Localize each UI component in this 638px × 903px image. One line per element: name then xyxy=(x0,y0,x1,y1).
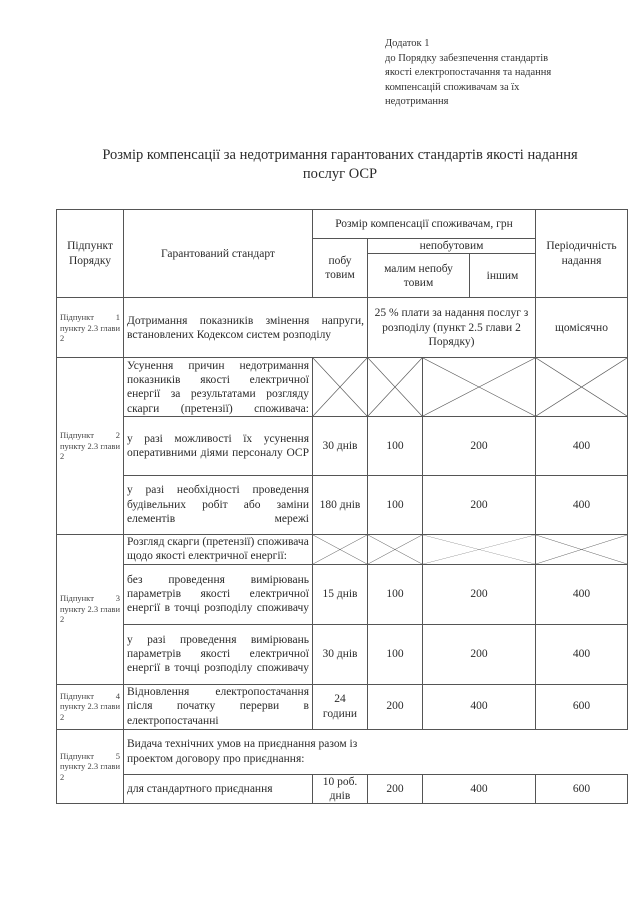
header-period: Періодичність надання xyxy=(536,210,628,298)
table-row xyxy=(57,564,628,624)
compensation-table xyxy=(56,209,628,804)
header-item: Підпункт Порядку xyxy=(57,210,124,298)
row-item: Підпункт 3 пункту 2.3 глави 2 xyxy=(57,534,124,684)
table-row xyxy=(57,358,628,417)
table-row xyxy=(57,534,628,564)
row-term: 15 днів xyxy=(313,564,368,624)
appendix-line: компенсацій споживачам за їх xyxy=(385,81,520,93)
table-row xyxy=(57,624,628,684)
title-line-2: послуг ОСР xyxy=(302,166,378,182)
header-other: іншим xyxy=(470,254,536,298)
row-household-value: 200 xyxy=(368,774,423,804)
row-other-value: 400 xyxy=(536,564,628,624)
table-row xyxy=(57,774,628,804)
row-term: 180 днів xyxy=(313,476,368,535)
empty-cell xyxy=(313,358,368,417)
header-household: побу товим xyxy=(313,239,368,298)
table-row xyxy=(57,684,628,729)
row-other-value: 600 xyxy=(536,774,628,804)
row-item: Підпункт 5 пункту 2.3 глави 2 xyxy=(57,729,124,804)
row-item: Підпункт 2 пункту 2.3 глави 2 xyxy=(57,358,124,534)
row-standard: Дотримання показників змінення напруги, встановлених Кодексом систем розподілу xyxy=(124,298,368,358)
row-other-value: 600 xyxy=(536,684,628,729)
appendix-note xyxy=(385,37,625,110)
empty-cell xyxy=(423,358,536,417)
empty-cell xyxy=(313,534,368,564)
row-standard: Видача технічних умов на приєднання разом із проектом договору про приєднання: xyxy=(127,738,358,765)
appendix-line: якості електропостачання та надання xyxy=(385,67,552,79)
row-condition: у разі проведення вимірювань параметрів якості електричної енергії в точці розподілу споживачу xyxy=(124,624,313,684)
table-row xyxy=(57,476,628,535)
row-standard: Відновлення електропостачання після початку перерви в електропостачанні xyxy=(124,684,313,729)
row-household-value: 100 xyxy=(368,624,423,684)
header-row xyxy=(57,210,628,239)
header-compensation: Розмір компенсації споживачам, грн xyxy=(313,210,536,239)
row-other-value: 400 xyxy=(536,417,628,476)
row-item: Підпункт 4 пункту 2.3 глави 2 xyxy=(57,684,124,729)
row-household-value: 100 xyxy=(368,476,423,535)
empty-cell xyxy=(536,358,628,417)
row-small-value: 200 xyxy=(423,417,536,476)
empty-cell xyxy=(368,358,423,417)
table-row xyxy=(57,417,628,476)
row-small-value: 400 xyxy=(423,684,536,729)
row-small-value: 200 xyxy=(423,624,536,684)
row-term: 24 години xyxy=(313,684,368,729)
row-standard: Усунення причин недотримання показників якості електричної енергії за результатами розгляду скарги (претензії) споживача: xyxy=(124,358,313,417)
row-household-value: 100 xyxy=(368,417,423,476)
header-small: малим непобу товим xyxy=(368,254,470,298)
row-condition: у разі необхідності проведення будівельних робіт або заміни елементів мережі xyxy=(124,476,313,535)
row-small-value: 200 xyxy=(423,476,536,535)
row-term: 30 днів xyxy=(313,624,368,684)
row-small-value: 400 xyxy=(423,774,536,804)
row-other-value: 400 xyxy=(536,476,628,535)
table-row xyxy=(57,298,628,358)
row-household-value: 100 xyxy=(368,564,423,624)
header-nonhousehold: непобутовим xyxy=(368,239,536,254)
appendix-line: Додаток 1 xyxy=(385,38,430,49)
row-standard: Розгляд скарги (претензії) споживача щодо якості електричної енергії: xyxy=(124,534,313,564)
appendix-line: до Порядку забезпечення стандартів xyxy=(385,52,549,64)
header-standard: Гарантований стандарт xyxy=(124,210,313,298)
row-household-value: 200 xyxy=(368,684,423,729)
row-condition: для стандартного приєднання xyxy=(124,774,313,804)
row-other-value: 400 xyxy=(536,624,628,684)
row-term: 30 днів xyxy=(313,417,368,476)
row-period: щомісячно xyxy=(536,298,628,358)
appendix-line: недотримання xyxy=(385,96,449,108)
empty-cell xyxy=(423,534,536,564)
title-line-1: Розмір компенсації за недотримання гарантованих стандартів якості надання xyxy=(102,147,578,163)
table-row xyxy=(57,729,628,774)
row-standard-cell xyxy=(124,729,628,774)
document-title xyxy=(60,146,620,184)
row-item: Підпункт 1 пункту 2.3 глави 2 xyxy=(57,298,124,358)
empty-cell xyxy=(536,534,628,564)
empty-cell xyxy=(368,534,423,564)
row-term: 10 роб. днів xyxy=(313,774,368,804)
row-condition: без проведення вимірювань параметрів якості електричної енергії в точці розподілу споживачу xyxy=(124,564,313,624)
row-compensation: 25 % плати за надання послуг з розподілу (пункт 2.5 глави 2 Порядку) xyxy=(368,298,536,358)
row-condition: у разі можливості їх усунення оперативними діями персоналу ОСР xyxy=(124,417,313,476)
row-small-value: 200 xyxy=(423,564,536,624)
